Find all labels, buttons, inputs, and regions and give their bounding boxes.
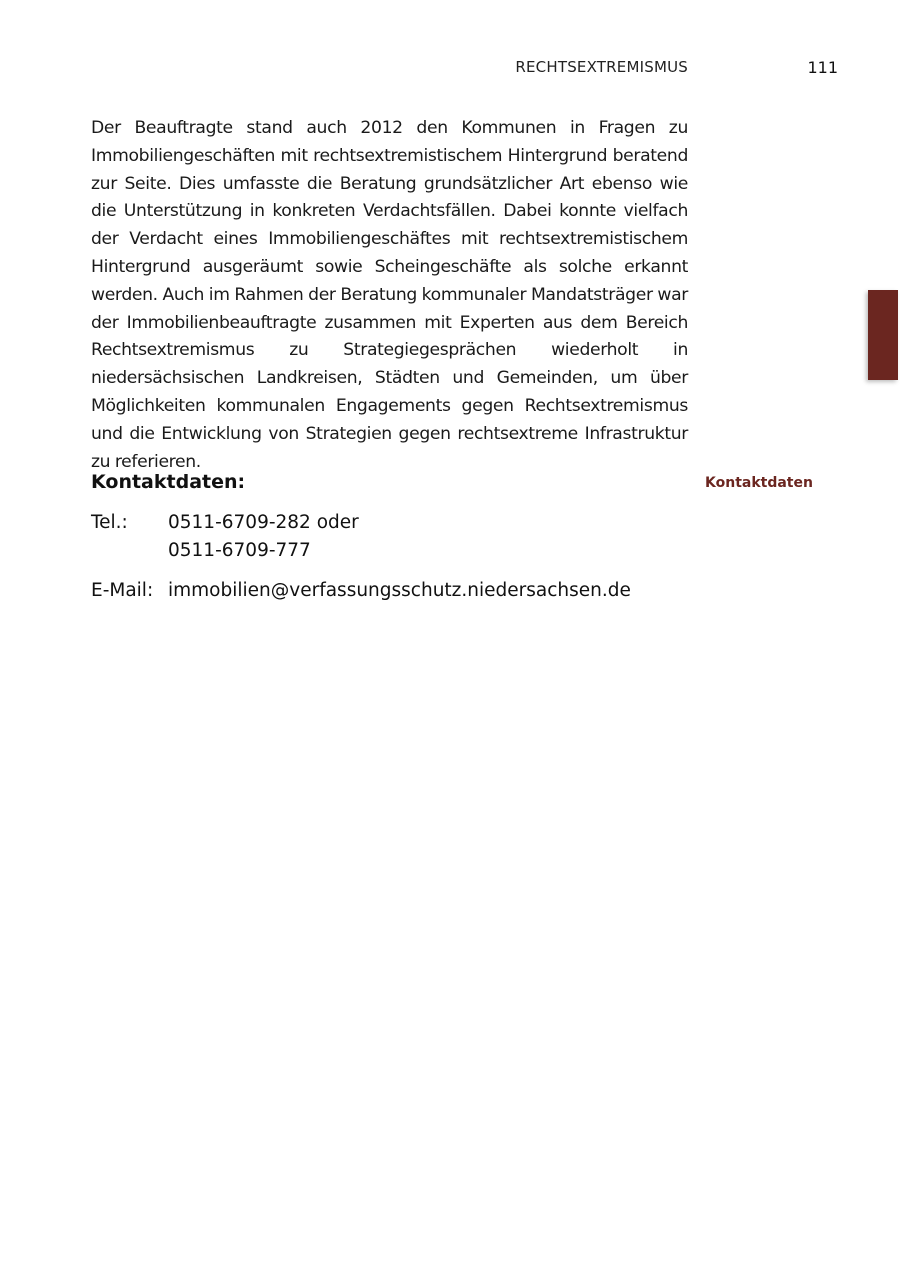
tel-value-primary: 0511-6709-282 oder — [168, 512, 359, 533]
email-value: immobilien@verfassungsschutz.niedersachsen.de — [168, 580, 631, 601]
tel-value-secondary: 0511-6709-777 — [168, 540, 311, 561]
running-head-title: RECHTSEXTREMISMUS — [515, 58, 688, 76]
contact-heading: Kontaktdaten: — [91, 471, 246, 493]
page-number: 111 — [807, 58, 838, 77]
chapter-thumb-tab — [868, 290, 898, 380]
margin-note-contact: Kontaktdaten — [705, 475, 813, 491]
tel-label: Tel.: — [91, 512, 128, 533]
email-label: E-Mail: — [91, 580, 154, 601]
body-paragraph: Der Beauftragte stand auch 2012 den Kommunen in Fragen zu Immobiliengeschäften mit rechtsextremistischem Hintergrund beratend zur Seite. Dies umfasste die Beratung grundsätzlicher Art ebenso wie die Unterstützung in konkreten Verdachtsfällen. Dabei konnte vielfach der Verdacht eines Immobiliengeschäftes mit rechtsextremistischem Hintergrund ausgeräumt sowie Scheingeschäfte als solche erkannt werden. Auch im Rahmen der Beratung kommunaler Mandatsträger war der Immobilienbeauftragte zusammen mit Experten aus dem Bereich Rechtsextremismus zu Strategiegesprächen wiederholt in niedersächsischen Landkreisen, Städten und Gemeinden, um über Möglichkeiten kommunalen Engagements gegen Rechtsextremismus und die Entwicklung von Strategien gegen rechtsextreme Infrastruktur zu referieren. — [91, 118, 688, 472]
